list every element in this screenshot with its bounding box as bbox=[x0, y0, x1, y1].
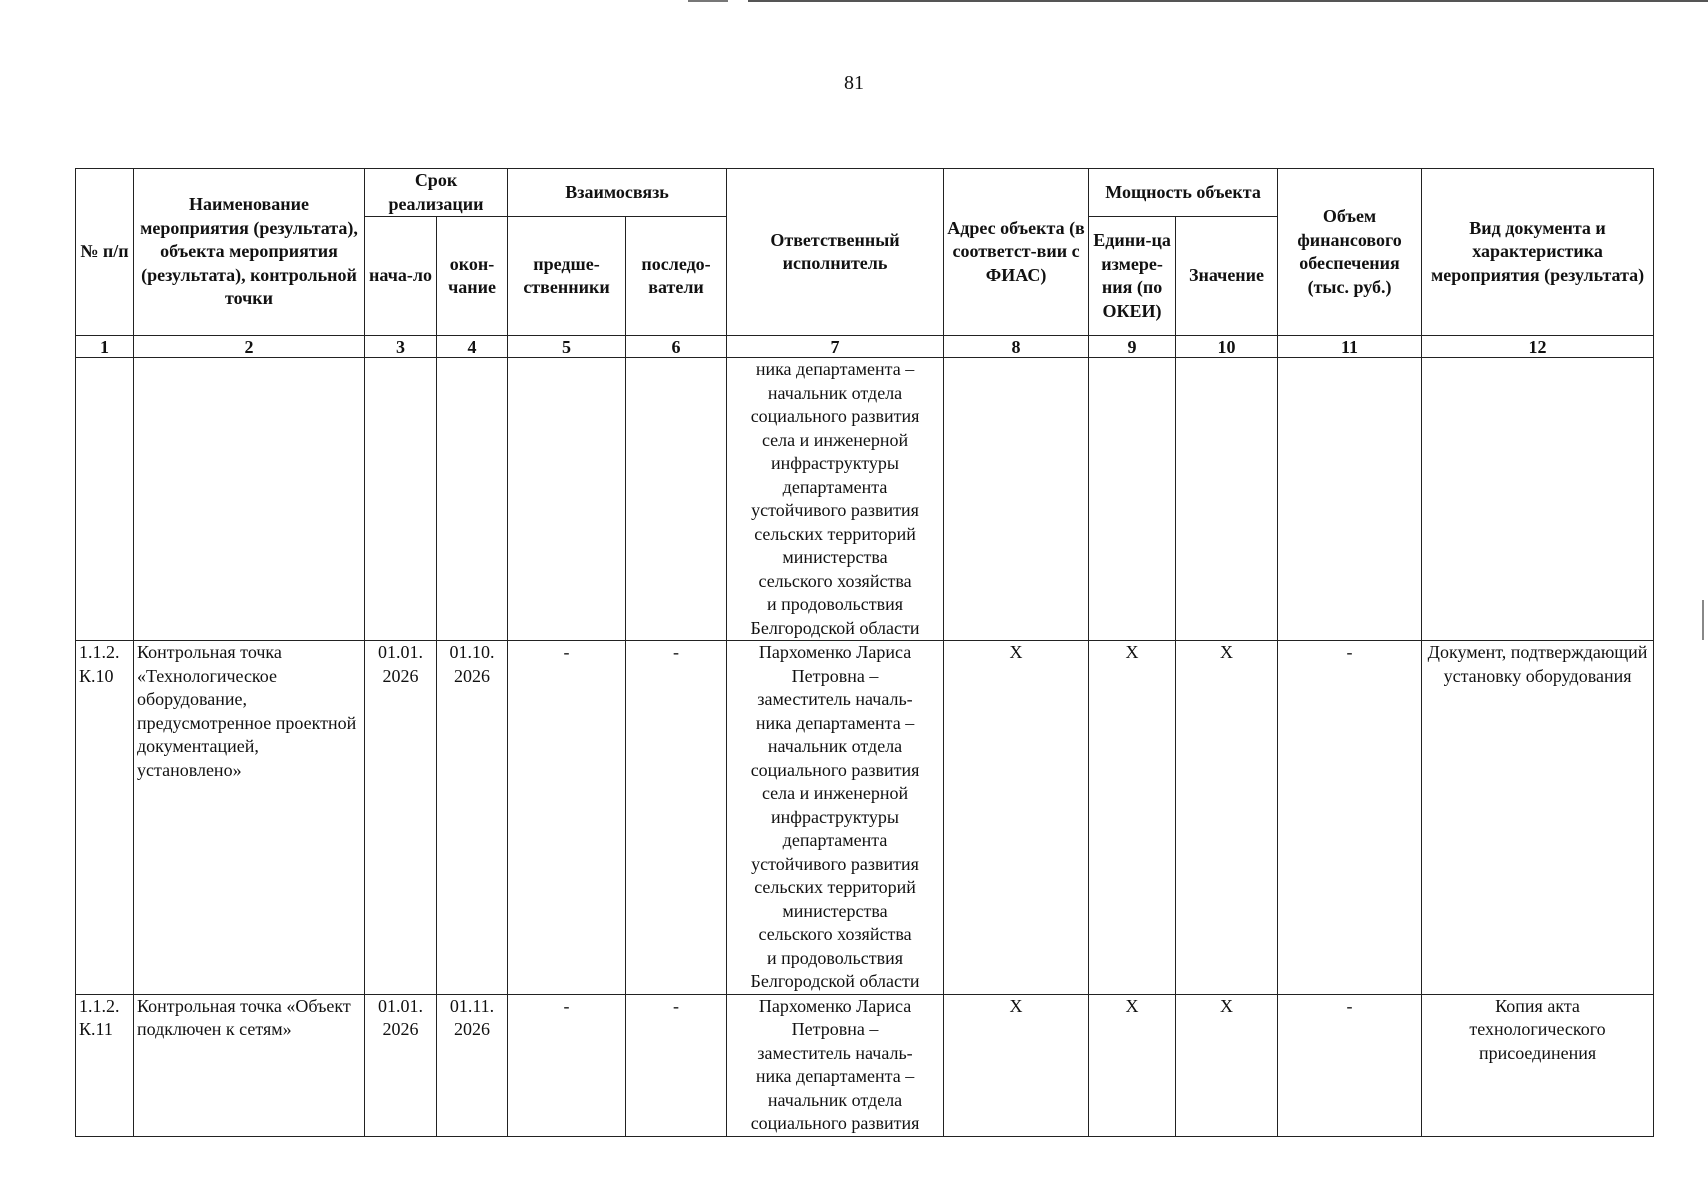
cell-predecessors: - bbox=[508, 641, 626, 995]
cell-finance: - bbox=[1278, 641, 1422, 995]
responsible-line: начальник отдела bbox=[767, 1089, 903, 1110]
responsible-line: села и инженерной bbox=[761, 783, 909, 803]
column-number: 9 bbox=[1089, 336, 1176, 358]
column-number: 2 bbox=[134, 336, 365, 358]
responsible-line: департамента bbox=[782, 830, 888, 850]
header-predecessors: предше-ственники bbox=[508, 217, 626, 336]
column-number-row bbox=[76, 336, 1654, 358]
responsible-line: социального развития bbox=[750, 759, 920, 780]
responsible-line: заместитель началь- bbox=[757, 1042, 913, 1063]
column-number: 12 bbox=[1422, 336, 1654, 358]
responsible-line: сельских территорий bbox=[754, 877, 916, 897]
responsible-line: устойчивого развития bbox=[751, 500, 919, 520]
scan-top-edge-line bbox=[748, 0, 1708, 2]
cell-unit: X bbox=[1089, 641, 1176, 995]
cell-end bbox=[437, 358, 508, 641]
cell-name: Контрольная точка «Объект подключен к сетям» bbox=[134, 994, 365, 1136]
cell-value bbox=[1176, 358, 1278, 641]
table-header bbox=[76, 169, 1654, 358]
responsible-line: Белгородской области bbox=[750, 617, 920, 638]
cell-predecessors: - bbox=[508, 994, 626, 1136]
cell-predecessors bbox=[508, 358, 626, 641]
cell-unit: X bbox=[1089, 994, 1176, 1136]
cell-name: Контрольная точка «Технологическое оборудование, предусмотренное проектной документацией, установлено» bbox=[134, 641, 365, 995]
table-row bbox=[76, 358, 1654, 641]
cell-end: 01.10. 2026 bbox=[437, 641, 508, 995]
table-row bbox=[76, 994, 1654, 1136]
column-number: 5 bbox=[508, 336, 626, 358]
column-number: 7 bbox=[727, 336, 944, 358]
table-row bbox=[76, 641, 1654, 995]
responsible-line: устойчивого развития bbox=[751, 853, 919, 874]
responsible-line: Петровна – bbox=[791, 1019, 879, 1039]
responsible-line: заместитель началь- bbox=[757, 689, 913, 709]
responsible-line: сельских территорий bbox=[754, 523, 916, 544]
responsible-line: ника департамента – bbox=[755, 1066, 915, 1086]
responsible-line: Пархоменко Лариса bbox=[758, 995, 912, 1016]
column-number: 11 bbox=[1278, 336, 1422, 358]
column-number: 8 bbox=[944, 336, 1089, 358]
header-power: Мощность объекта bbox=[1089, 169, 1278, 217]
cell-document: Копия акта технологического присоединения bbox=[1422, 994, 1654, 1136]
cell-address bbox=[944, 358, 1089, 641]
responsible-line: начальник отдела bbox=[767, 736, 903, 756]
cell-successors: - bbox=[626, 994, 727, 1136]
cell-document bbox=[1422, 358, 1654, 641]
responsible-line: сельского хозяйства bbox=[758, 570, 912, 591]
responsible-line: министерства bbox=[782, 547, 888, 567]
column-number: 10 bbox=[1176, 336, 1278, 358]
plan-table bbox=[75, 168, 1654, 1137]
responsible-line: инфраструктуры bbox=[771, 806, 900, 827]
cell-start bbox=[365, 358, 437, 641]
cell-num bbox=[76, 358, 134, 641]
header-num: № п/п bbox=[76, 169, 134, 336]
header-term: Срок реализации bbox=[365, 169, 508, 217]
responsible-line: департамента bbox=[782, 476, 888, 497]
cell-start: 01.01. 2026 bbox=[365, 994, 437, 1136]
header-responsible: Ответственный исполнитель bbox=[727, 169, 944, 336]
cell-unit bbox=[1089, 358, 1176, 641]
responsible-line: и продовольствия bbox=[767, 594, 904, 614]
column-number: 4 bbox=[437, 336, 508, 358]
cell-responsible bbox=[727, 358, 944, 641]
cell-num: 1.1.2. К.10 bbox=[76, 641, 134, 995]
header-successors: последо-ватели bbox=[626, 217, 727, 336]
responsible-line: села и инженерной bbox=[761, 429, 909, 450]
header-link: Взаимосвязь bbox=[508, 169, 727, 217]
header-document: Вид документа и характеристика мероприятия (результата) bbox=[1422, 169, 1654, 336]
cell-address: X bbox=[944, 994, 1089, 1136]
column-number: 3 bbox=[365, 336, 437, 358]
header-address: Адрес объекта (в соответст-вии с ФИАС) bbox=[944, 169, 1089, 336]
responsible-line: ника департамента – bbox=[755, 712, 915, 733]
scan-right-edge-mark bbox=[1702, 600, 1704, 640]
responsible-line: сельского хозяйства bbox=[758, 924, 912, 944]
header-value: Значение bbox=[1176, 217, 1278, 336]
responsible-line: министерства bbox=[782, 900, 888, 921]
responsible-line: ника департамента – bbox=[755, 359, 915, 379]
cell-value: X bbox=[1176, 994, 1278, 1136]
cell-address: X bbox=[944, 641, 1089, 995]
cell-successors bbox=[626, 358, 727, 641]
header-start: нача-ло bbox=[365, 217, 437, 336]
header-unit: Едини-ца измере-ния (по ОКЕИ) bbox=[1089, 217, 1176, 336]
header-end: окон-чание bbox=[437, 217, 508, 336]
responsible-line: Белгородской области bbox=[750, 971, 920, 991]
responsible-line: Петровна – bbox=[791, 665, 879, 686]
cell-finance bbox=[1278, 358, 1422, 641]
cell-value: X bbox=[1176, 641, 1278, 995]
responsible-line: инфраструктуры bbox=[771, 453, 900, 473]
page-number: 81 bbox=[844, 72, 864, 94]
scan-top-edge-mark bbox=[688, 0, 728, 2]
table-body bbox=[76, 358, 1654, 1137]
cell-responsible bbox=[727, 994, 944, 1136]
header-finance: Объем финансового обеспечения (тыс. руб.) bbox=[1278, 169, 1422, 336]
cell-document: Документ, подтверждающий установку оборудования bbox=[1422, 641, 1654, 995]
cell-end: 01.11. 2026 bbox=[437, 994, 508, 1136]
responsible-line: начальник отдела bbox=[767, 382, 903, 403]
responsible-line: Пархоменко Лариса bbox=[758, 642, 912, 662]
responsible-line: социального развития bbox=[750, 406, 920, 426]
cell-finance: - bbox=[1278, 994, 1422, 1136]
cell-num: 1.1.2. К.11 bbox=[76, 994, 134, 1136]
cell-responsible bbox=[727, 641, 944, 995]
column-number: 1 bbox=[76, 336, 134, 358]
cell-start: 01.01. 2026 bbox=[365, 641, 437, 995]
column-number: 6 bbox=[626, 336, 727, 358]
cell-name bbox=[134, 358, 365, 641]
cell-successors: - bbox=[626, 641, 727, 995]
responsible-line: и продовольствия bbox=[767, 947, 904, 968]
responsible-line: социального развития bbox=[750, 1113, 920, 1133]
header-name: Наименование мероприятия (результата), объекта мероприятия (результата), контрольной точки bbox=[134, 169, 365, 336]
